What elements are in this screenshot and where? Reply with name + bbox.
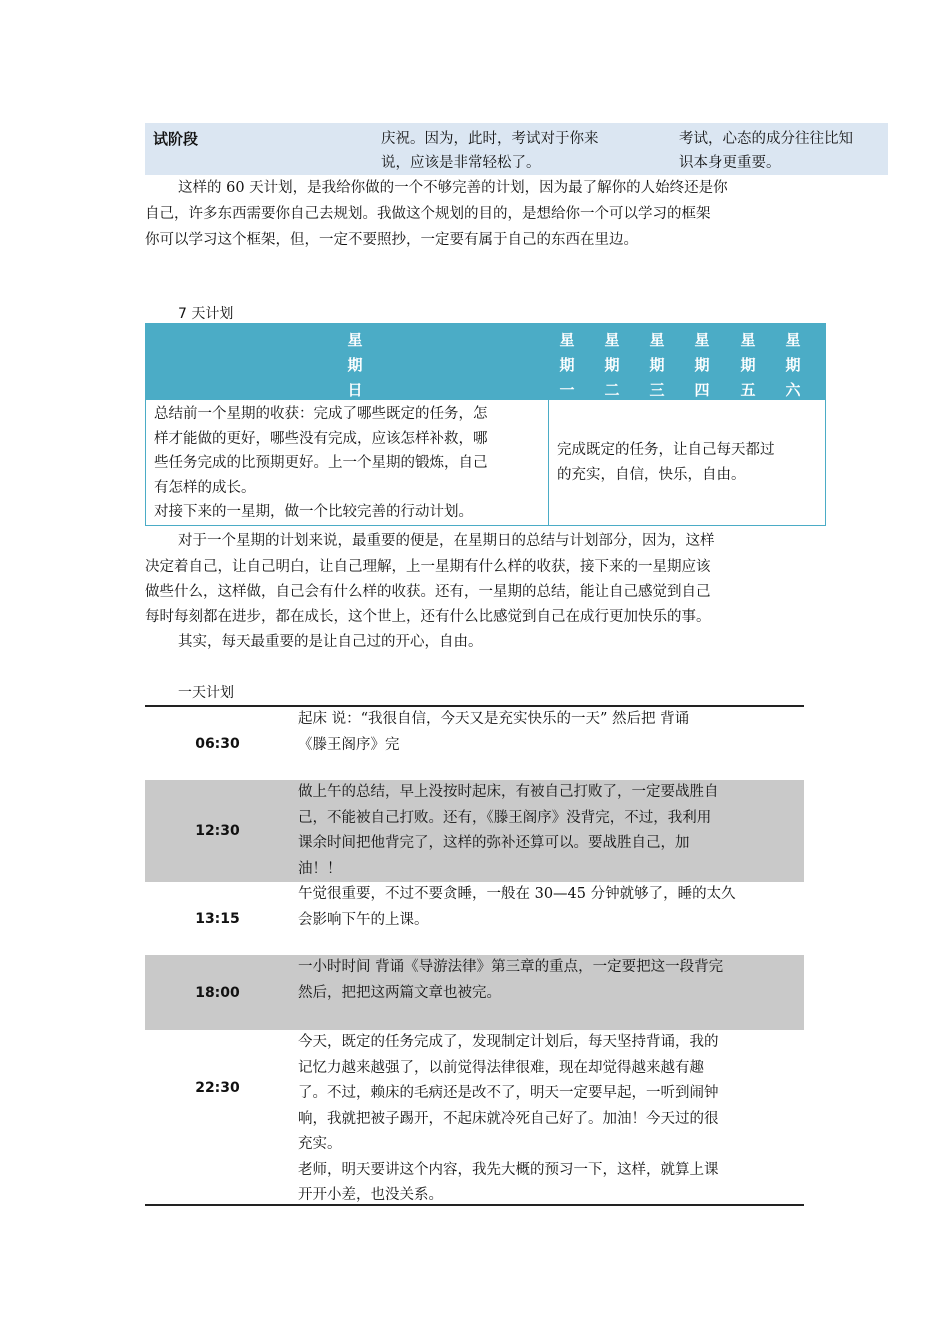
activity-line: 午觉很重要，不过不要贪睡，一般在 30—45 分钟就够了，睡的太久	[298, 886, 736, 902]
weekday-plan-line: 完成既定的任务，让自己每天都过	[557, 441, 775, 458]
header-char: 期	[347, 356, 363, 374]
activity-cell	[290, 707, 804, 780]
activity-cell	[290, 882, 804, 955]
weekday-plan-line: 的充实，自信，快乐，自由。	[557, 466, 746, 483]
activity-cell	[290, 780, 804, 882]
sunday-plan-line: 总结前一个星期的收获：完成了哪些既定的任务，怎	[154, 406, 488, 422]
activity-line: 响，我就把被子踢开，不起床就冷死自己好了。加油！今天过的很	[298, 1110, 719, 1127]
header-saturday	[783, 328, 803, 403]
time-cell: 18:00	[195, 984, 240, 1001]
header-char: 星	[604, 331, 620, 349]
day-plan-row	[145, 780, 804, 882]
day-plan-row	[145, 882, 804, 955]
week-plan-table	[145, 323, 826, 526]
week-summary-line: 做些什么，这样做，自己会有什么样的收获。还有，一星期的总结，能让自己感觉到自己	[145, 584, 711, 600]
intro-line: 你可以学习这个框架，但，一定不要照抄，一定要有属于自己的东西在里边。	[145, 232, 638, 248]
stage-description-line: 说，应该是非常轻松了。	[381, 155, 541, 171]
activity-cell	[290, 1030, 804, 1204]
activity-line: 油！！	[298, 860, 342, 877]
stage-description-cell	[381, 123, 679, 175]
time-cell: 13:15	[195, 910, 240, 927]
header-char: 三	[649, 381, 665, 399]
header-char: 期	[694, 356, 710, 374]
header-char: 星	[785, 331, 801, 349]
sunday-plan-line: 些任务完成的比预期更好。上一个星期的锻炼，自己	[154, 455, 488, 471]
day-plan-label: 一天计划	[178, 685, 234, 701]
stage-description-line: 庆祝。因为，此时，考试对于你来	[381, 131, 599, 147]
header-char: 星	[694, 331, 710, 349]
day-plan-row	[145, 707, 804, 780]
header-char: 一	[559, 381, 575, 399]
intro-line: 自己，许多东西需要你自己去规划。我做这个规划的目的，是想给你一个可以学习的框架	[145, 206, 711, 222]
stage-note-line: 识本身更重要。	[679, 155, 781, 171]
activity-line: 了。不过，赖床的毛病还是改不了，明天一定要早起，一听到闹钟	[298, 1085, 719, 1101]
week-summary-line: 决定着自己，让自己明白，让自己理解，上一星期有什么样的收获，接下来的一星期应该	[145, 559, 711, 575]
header-friday	[738, 328, 758, 403]
header-char: 六	[785, 381, 801, 399]
week-plan-label: 7 天计划	[178, 306, 234, 322]
week-summary-line: 其实，每天最重要的是让自己过的开心，自由。	[178, 634, 483, 650]
weekday-plan-cell	[549, 400, 825, 525]
activity-cell	[290, 955, 804, 1030]
activity-line: 己，不能被自己打败。还有，《滕王阁序》没背完，不过，我利用	[298, 809, 712, 826]
header-char: 期	[785, 356, 801, 374]
week-plan-header	[146, 324, 825, 400]
header-char: 二	[604, 381, 620, 399]
sunday-plan-line: 对接下来的一星期，做一个比较完善的行动计划。	[154, 504, 473, 520]
header-char: 期	[559, 356, 575, 374]
activity-line: 《滕王阁序》完	[298, 736, 400, 753]
day-plan-row	[145, 1030, 804, 1204]
day-plan-row	[145, 955, 804, 1030]
header-char: 星	[740, 331, 756, 349]
header-char: 四	[694, 381, 710, 399]
time-cell: 06:30	[195, 735, 240, 752]
intro-line: 这样的 60 天计划，是我给你做的一个不够完善的计划，因为最了解你的人始终还是你	[178, 180, 728, 196]
header-char: 日	[347, 381, 363, 399]
activity-line: 今天，既定的任务完成了，发现制定计划后，每天坚持背诵，我的	[298, 1034, 719, 1050]
header-thursday	[692, 328, 712, 403]
week-summary-line: 每时每刻都在进步，都在成长，这个世上，还有什么比感觉到自己在成行更加快乐的事。	[145, 609, 711, 625]
week-summary-line: 对于一个星期的计划来说，最重要的便是，在星期日的总结与计划部分，因为，这样	[178, 533, 715, 549]
sunday-plan-line: 样才能做的更好，哪些没有完成，应该怎样补救，哪	[154, 430, 488, 447]
header-monday	[557, 328, 577, 403]
header-char: 期	[649, 356, 665, 374]
activity-line: 记忆力越来越强了，以前觉得法律很难，现在却觉得越来越有趣	[298, 1059, 704, 1076]
activity-line: 做上午的总结，早上没按时起床，有被自己打败了，一定要战胜自	[298, 784, 719, 800]
activity-line: 课余时间把他背完了，这样的弥补还算可以。要战胜自己，加	[298, 835, 690, 851]
plan-table-last-row	[145, 123, 888, 175]
header-char: 星	[649, 331, 665, 349]
activity-line: 会影响下午的上课。	[298, 911, 429, 928]
header-char: 星	[347, 331, 363, 349]
header-wednesday	[647, 328, 667, 403]
time-cell: 12:30	[195, 823, 240, 839]
activity-line: 充实。	[298, 1136, 342, 1152]
sunday-plan-cell	[146, 400, 549, 525]
sunday-plan-line: 有怎样的成长。	[154, 479, 256, 496]
activity-line: 老师，明天要讲这个内容，我先大概的预习一下，这样，就算上课	[298, 1161, 719, 1178]
header-char: 星	[559, 331, 575, 349]
header-char: 期	[740, 356, 756, 374]
activity-line: 开开小差，也没关系。	[298, 1187, 443, 1203]
header-tuesday	[602, 328, 622, 403]
stage-note-line: 考试，心态的成分往往比知	[679, 131, 853, 147]
activity-line: 一小时时间 背诵《导游法律》第三章的重点，一定要把这一段背完	[298, 959, 724, 975]
stage-name-cell: 试阶段	[153, 130, 199, 148]
header-char: 五	[740, 381, 756, 399]
header-char: 期	[604, 356, 620, 374]
activity-line: 起床 说：“我很自信，今天又是充实快乐的一天” 然后把 背诵	[298, 711, 690, 727]
day-plan-table	[145, 705, 804, 1206]
activity-line: 然后，把把这两篇文章也被完。	[298, 984, 501, 1001]
time-cell: 22:30	[195, 1080, 240, 1096]
stage-note-cell	[679, 123, 888, 175]
header-sunday	[345, 328, 365, 403]
